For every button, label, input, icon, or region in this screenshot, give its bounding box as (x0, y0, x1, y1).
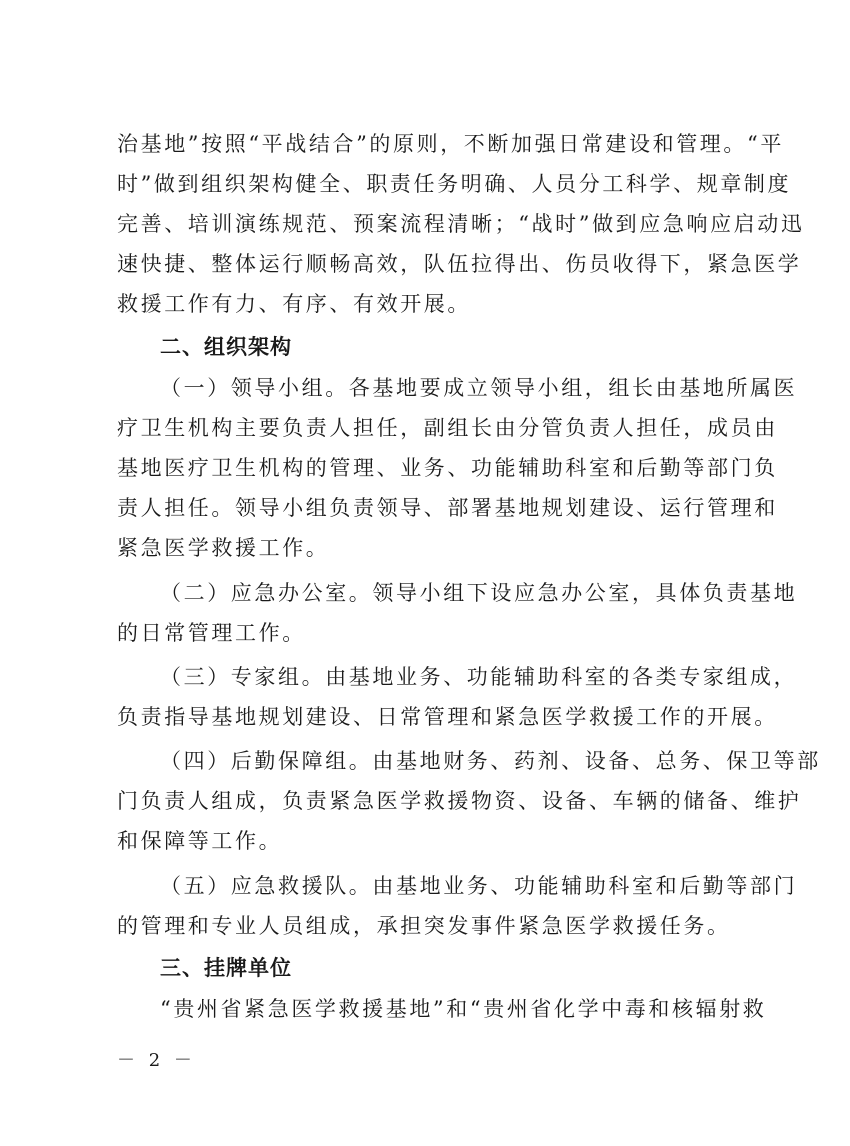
body-text-line: 救援工作有力、有序、有效开展。 (117, 292, 471, 316)
body-text-line: 完善、培训演练规范、预案流程清晰；“战时”做到应急响应启动迅 (117, 212, 805, 236)
section-heading: 三、挂牌单位 (160, 956, 292, 980)
body-text-line: 疗卫生机构主要负责人担任，副组长由分管负责人担任，成员由 (117, 416, 778, 440)
body-text-line: 和保障等工作。 (117, 829, 283, 853)
section-heading: 二、组织架构 (160, 335, 292, 359)
body-text-line: 速快捷、整体运行顺畅高效，队伍拉得出、伤员收得下，紧急医学 (117, 252, 802, 276)
body-text-line: 的日常管理工作。 (117, 621, 306, 645)
body-text-line: （五）应急救援队。由基地业务、功能辅助科室和后勤等部门 (160, 874, 798, 898)
body-text-line: 负责指导基地规划建设、日常管理和紧急医学救援工作的开展。 (117, 705, 778, 729)
body-text-line: 的管理和专业人员组成，承担突发事件紧急医学救援任务。 (117, 914, 731, 938)
page-number: － 2 － (117, 1050, 196, 1071)
body-text-line: 时”做到组织架构健全、职责任务明确、人员分工科学、规章制度 (117, 172, 792, 196)
body-text-line: （一）领导小组。各基地要成立领导小组，组长由基地所属医 (160, 376, 798, 400)
body-text-line: （三）专家组。由基地业务、功能辅助科室的各类专家组成， (160, 665, 798, 689)
body-text-line: 治基地”按照“平战结合”的原则，不断加强日常建设和管理。“平 (117, 132, 784, 156)
body-text-line: （二）应急办公室。领导小组下设应急办公室，具体负责基地 (160, 581, 798, 605)
body-text-line: 基地医疗卫生机构的管理、业务、功能辅助科室和后勤等部门负 (117, 456, 778, 480)
body-text-line: 门负责人组成，负责紧急医学救援物资、设备、车辆的储备、维护 (117, 789, 802, 813)
body-text-line: （四）后勤保障组。由基地财务、药剂、设备、总务、保卫等部 (160, 749, 821, 773)
body-text-line: 责人担任。领导小组负责领导、部署基地规划建设、运行管理和 (117, 496, 778, 520)
body-text-line: 紧急医学救援工作。 (117, 536, 330, 560)
body-text-line: “贵州省紧急医学救援基地”和“贵州省化学中毒和核辐射救 (160, 997, 767, 1021)
